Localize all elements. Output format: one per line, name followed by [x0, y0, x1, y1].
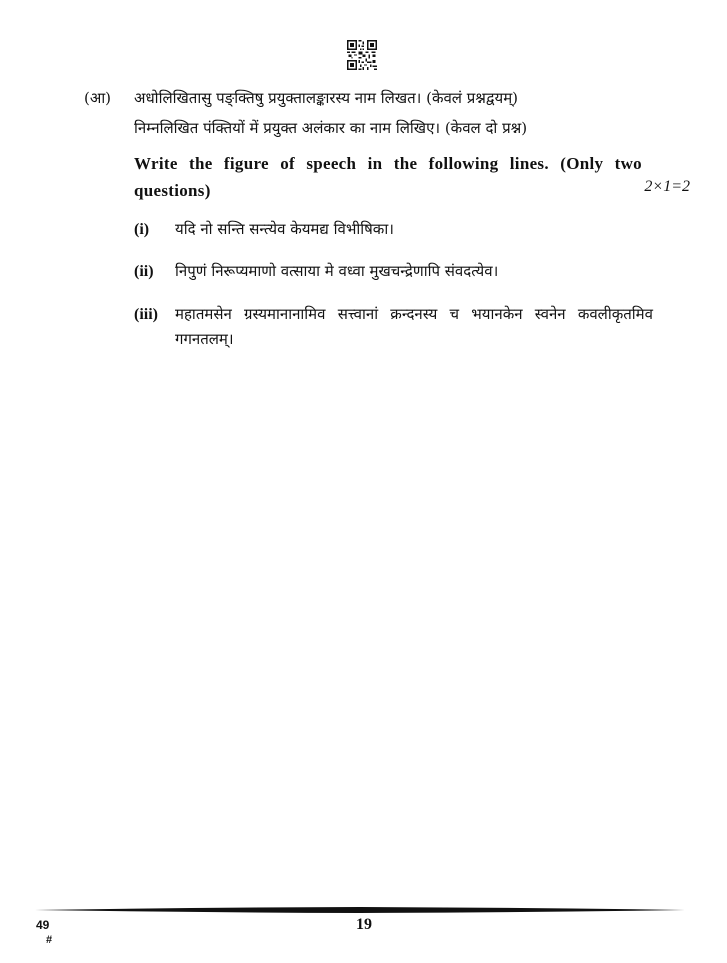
hash-mark: #: [46, 934, 53, 946]
page-number: 19: [356, 916, 372, 933]
paper-code: 49: [36, 918, 50, 932]
sanskrit-instruction: अधोलिखितासु पङ्क्तिषु प्रयुक्तालङ्कारस्य नाम लिखत। (केवलं प्रश्नद्वयम्): [134, 89, 519, 107]
item-text-ii: निपुणं निरूप्यमाणो वत्साया मे वध्वा मुखचन्द्रेणापि संवदत्येव।: [175, 262, 499, 280]
question-label: (आ): [84, 89, 112, 107]
hindi-instruction: निम्नलिखित पंक्तियों में प्रयुक्त अलंकार का नाम लिखिए। (केवल दो प्रश्न): [134, 119, 528, 137]
item-number-iii: (iii): [134, 306, 158, 323]
english-instruction: Write the figure of speech in the following lines. (Only two questions): [134, 154, 642, 200]
qr-code: [347, 40, 377, 70]
item-text-iii: महातमसेन ग्रस्यमानानामिव सत्त्वानां क्रन्दनस्य च भयानकेन स्वनेन कवलीकृतमिव गगनतलम्।: [175, 305, 653, 348]
footer-divider: [35, 906, 685, 914]
item-number-i: (i): [134, 221, 150, 238]
item-text-i: यदि नो सन्ति सन्त्येव केयमद्य विभीषिका।: [175, 220, 394, 238]
marks-allocation: 2×1=2: [644, 178, 690, 195]
item-number-ii: (ii): [134, 263, 154, 280]
